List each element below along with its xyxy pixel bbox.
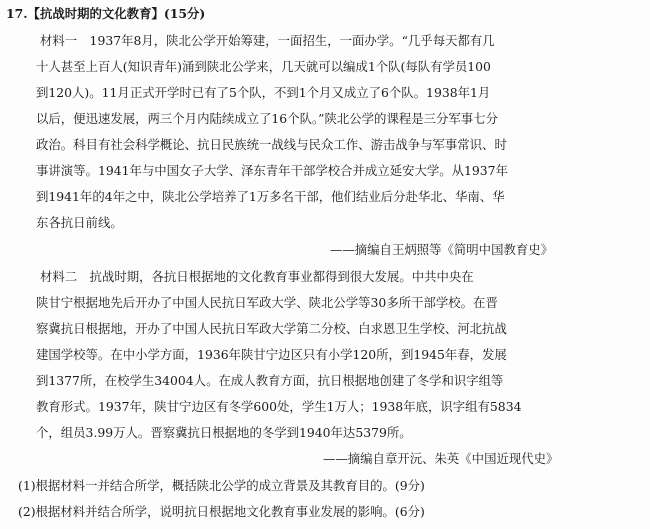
material2-line-2: 陕甘宁根据地先后开办了中国人民抗日军政大学、陕北公学等30多所干部学校。在晋: [36, 295, 498, 310]
question-title: 17.【抗战时期的文化教育】(15分): [6, 6, 206, 21]
material1-line-5: 政治。科目有社会科学概论、抗日民族统一战线与民众工作、游击战争与军事常识、时: [36, 137, 507, 152]
material2-line-3: 察冀抗日根据地，开办了中国人民抗日军政大学第二分校、白求恩卫生学校、河北抗战: [36, 321, 507, 336]
material1-line-2: 十人甚至上百人(知识青年)涌到陕北公学来，几天就可以编成1个队(每队有学员100: [36, 59, 491, 74]
material2-line-5: 到1377所，在校学生34004人。在成人教育方面，抗日根据地创建了冬学和识字组等: [36, 373, 504, 388]
material1-line-1: 材料一 1937年8月，陕北公学开始筹建，一面招生，一面办学。“几乎每天都有几: [40, 33, 495, 48]
material2-line-6: 教育形式。1937年，陕甘宁边区有冬学600处，学生1万人；1938年底，识字组有5834: [36, 399, 522, 414]
material1-line-8: 东各抗日前线。: [36, 215, 123, 230]
material2-line-1: 材料二 抗战时期，各抗日根据地的文化教育事业都得到很大发展。中共中央在: [40, 269, 474, 284]
question-2: (2)根据材料并结合所学，说明抗日根据地文化教育事业发展的影响。(6分): [18, 504, 425, 519]
material2-line-7: 个，组员3.99万人。晋察冀抗日根据地的冬学到1940年达5379所。: [36, 425, 412, 440]
material1-line-4: 以后，便迅速发展，两三个月内陆续成立了16个队。”陕北公学的课程是三分军事七分: [36, 111, 498, 126]
material2-line-4: 建国学校等。在中小学方面，1936年陕甘宁边区只有小学120所，到1945年春，发展: [36, 347, 507, 362]
material1-line-7: 到1941年的4年之中，陕北公学培养了1万多名干部，他们结业后分赴华北、华南、华: [36, 189, 505, 204]
question-1: (1)根据材料一并结合所学，概括陕北公学的成立背景及其教育目的。(9分): [18, 478, 425, 493]
material1-line-6: 事讲演等。1941年与中国女子大学、泽东青年干部学校合并成立延安大学。从1937年: [36, 163, 508, 178]
material2-source: ——摘编自章开沅、朱英《中国近现代史》: [323, 451, 559, 466]
material1-source: ——摘编自王炳照等《简明中国教育史》: [330, 242, 554, 257]
material1-line-3: 到120人)。11月正式开学时已有了5个队，不到1个月又成立了6个队。1938年1月: [36, 85, 491, 100]
